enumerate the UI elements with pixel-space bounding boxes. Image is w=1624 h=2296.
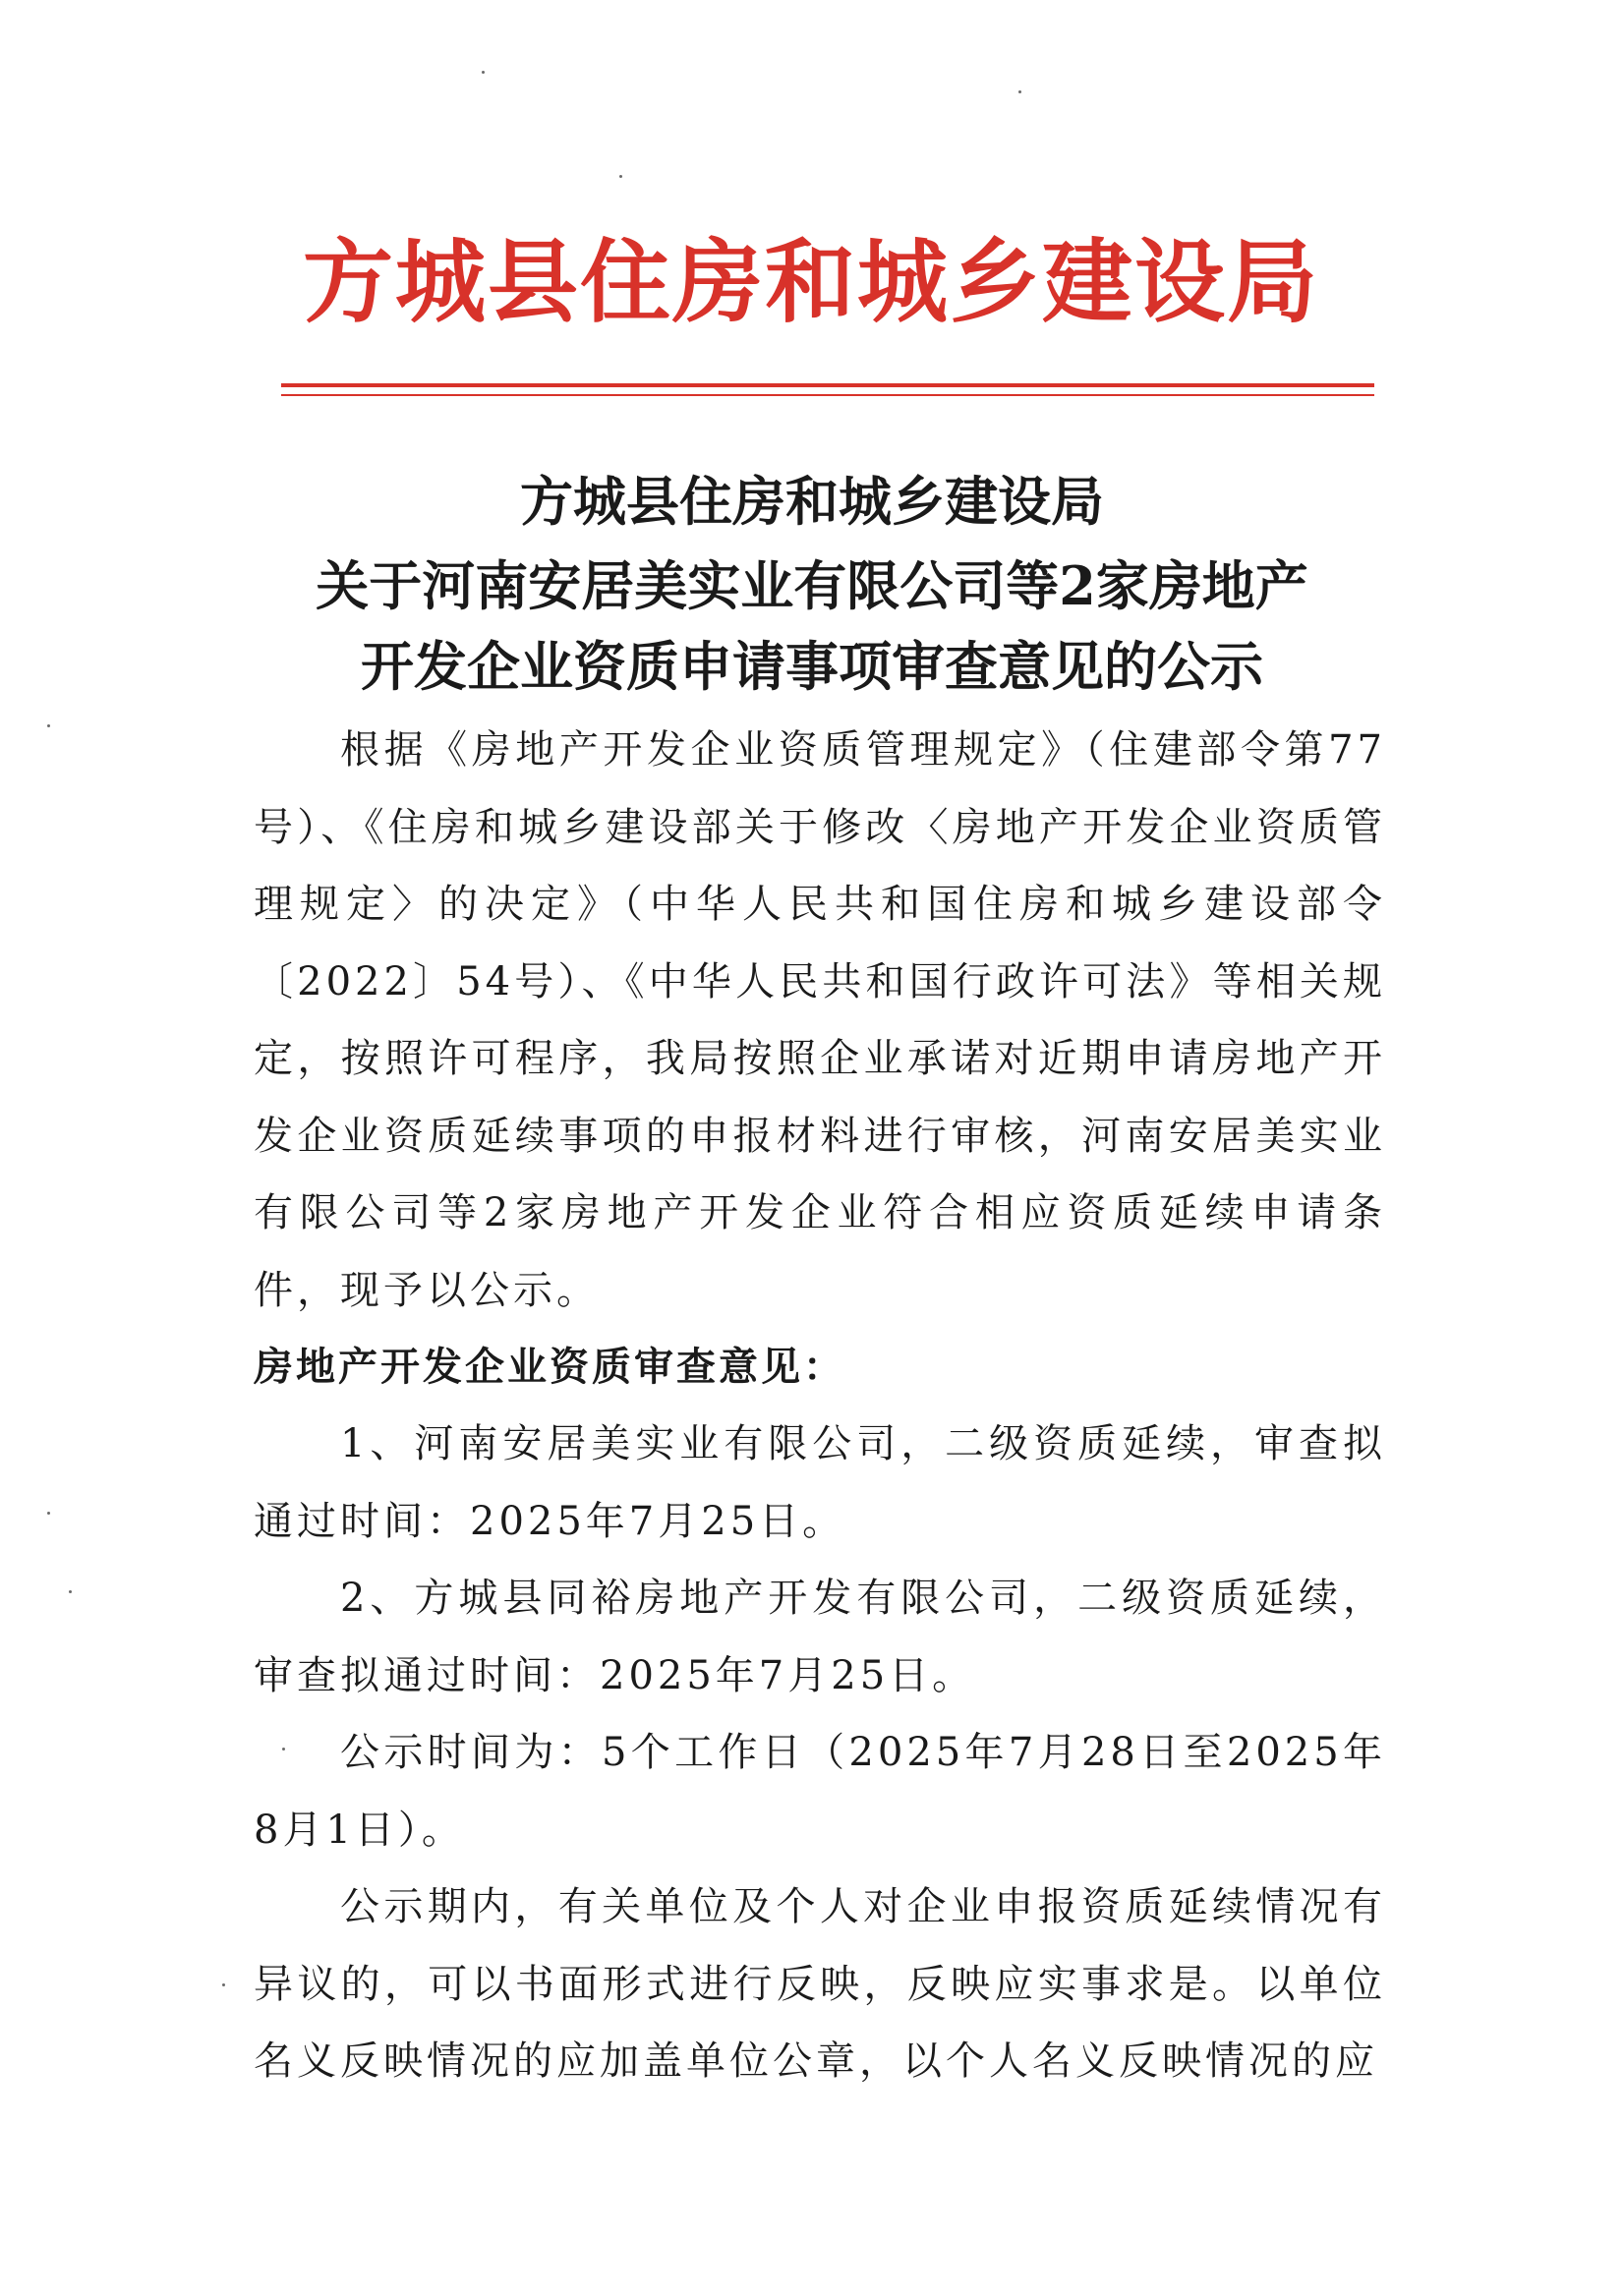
scan-speck	[482, 71, 485, 74]
section-heading: 房地产开发企业资质审查意见：	[254, 1345, 845, 1390]
list-item-company-1: 1、河南安居美实业有限公司，二级资质延续，审查拟通过时间：2025年7月25日。	[254, 1421, 1386, 1544]
scan-speck	[47, 1512, 50, 1515]
objection-paragraph: 公示期内，有关单位及个人对企业申报资质延续情况有异议的，可以书面形式进行反映，反映应实事求是。以单位名义反映情况的应加盖单位公章，以个人名义反映情况的应	[254, 1884, 1386, 2084]
scan-speck	[1018, 90, 1021, 93]
document-title-line-3: 开发企业资质申请事项审查意见的公示	[361, 635, 1263, 698]
letterhead-agency-name: 方城县住房和城乡建设局	[302, 229, 1319, 335]
document-title-line-2: 关于河南安居美实业有限公司等2家房地产	[316, 554, 1308, 617]
document-title-line-1: 方城县住房和城乡建设局	[520, 470, 1104, 533]
scan-speck	[619, 175, 622, 178]
list-item-company-2: 2、方城县同裕房地产开发有限公司，二级资质延续，审查拟通过时间：2025年7月25日。	[254, 1576, 1386, 1698]
scan-speck	[69, 1590, 72, 1593]
letterhead-rule-thick	[281, 383, 1374, 387]
scan-speck	[222, 1983, 225, 1986]
intro-paragraph: 根据《房地产开发企业资质管理规定》（住建部令第77号）、《住房和城乡建设部关于修改〈房地产开发企业资质管理规定〉的决定》（中华人民共和国住房和城乡建设部令〔2022〕54号）、《中华人民共和国行政许可法》等相关规定，按照许可程序，我局按照企业承诺对近期申请房地产开发企业资质延续事项的申报材料进行审核，河南安居美实业有限公司等2家房地产开发企业符合相应资质延续申请条件，现予以公示。	[254, 727, 1386, 1313]
scan-speck	[47, 724, 50, 727]
publicity-period-paragraph: 公示时间为：5个工作日（2025年7月28日至2025年8月1日）。	[254, 1730, 1386, 1853]
letterhead-rule-thin	[281, 394, 1374, 396]
